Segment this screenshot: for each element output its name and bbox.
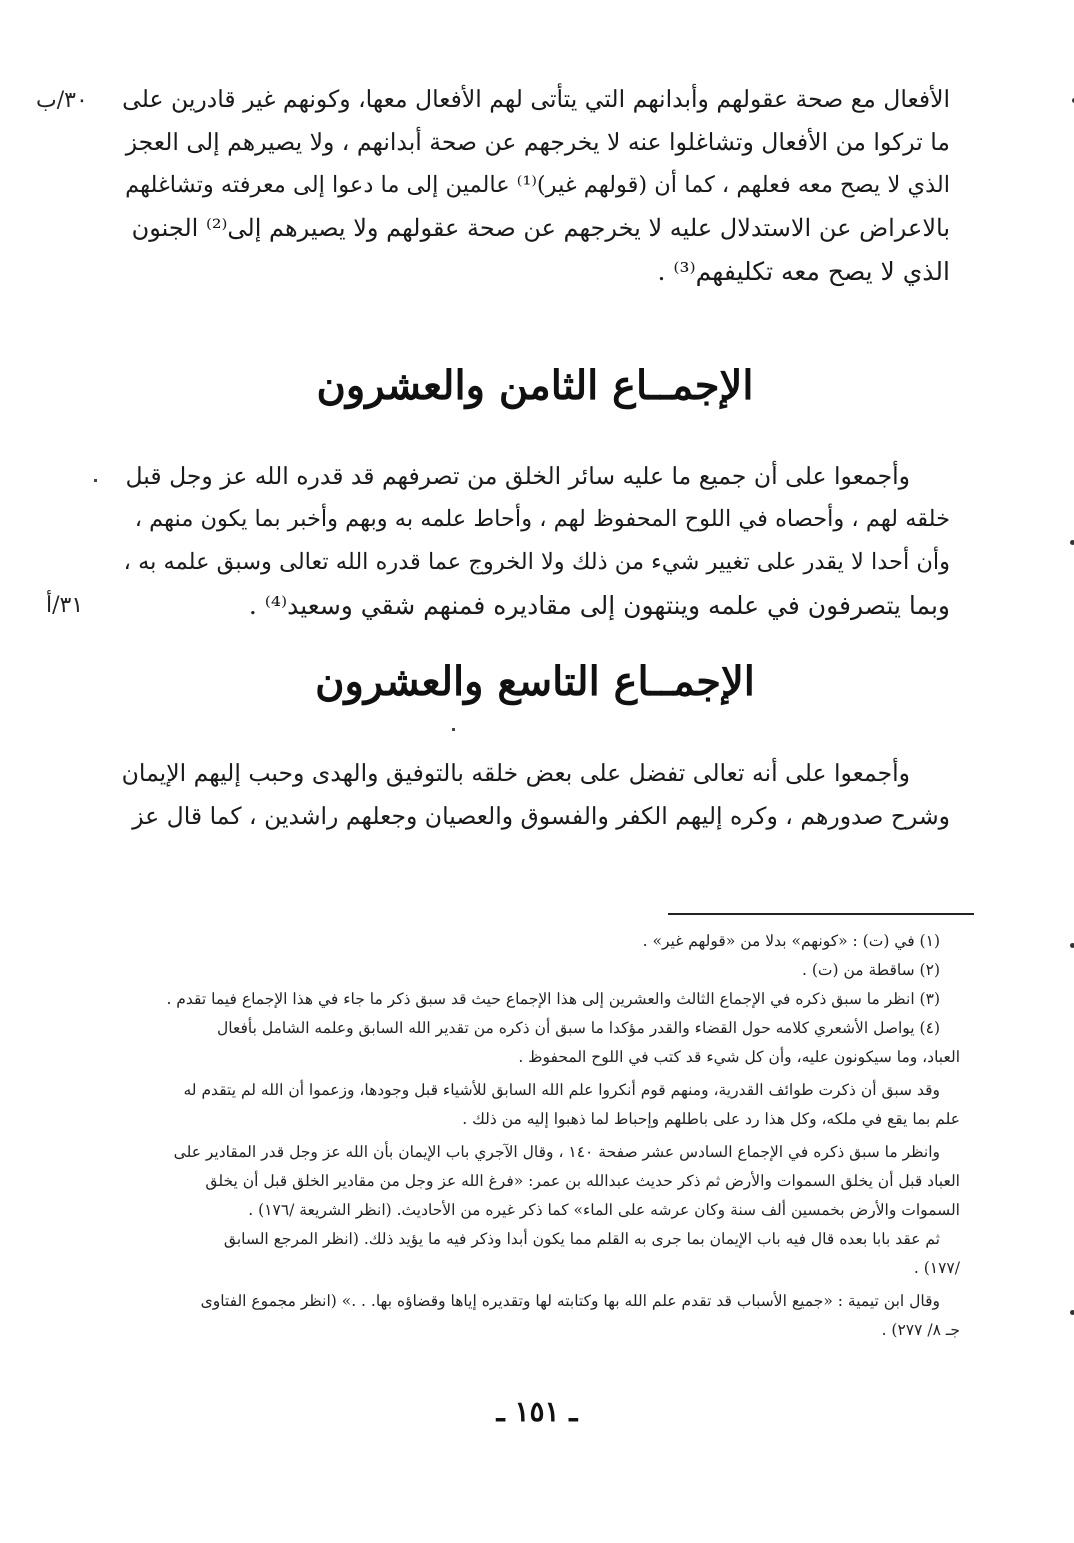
footnote-4: (٤) يواصل الأشعري كلامه حول القضاء والقدر مؤكدا ما سبق أن ذكره من تقدير الله السابق وعلمه الشامل بأفعال [217, 1019, 940, 1037]
margin-dot [94, 479, 97, 482]
text-line: بالاعراض عن الاستدلال عليه لا يخرجهم عن صحة عقولهم ولا يصيرهم إلى⁽²⁾ الجنون [131, 214, 950, 242]
section-heading-28: الإجمــاع الثامن والعشرون [316, 362, 754, 409]
section-heading-29: الإجمــاع التاسع والعشرون [315, 658, 755, 705]
margin-dot [1070, 943, 1074, 948]
footnotes [120, 927, 960, 1345]
footnote-3: (٣) انظر ما سبق ذكره في الإجماع الثالث والعشرين إلى هذا الإجماع حيث قد سبق ذكر ما جاء في هذا الإجماع فيما تقدم . [166, 990, 940, 1008]
text-line: وأن أحدا لا يقدر على تغيير شيء من ذلك ولا الخروج عما قدره الله تعالى وسبق علمه به ، [123, 549, 950, 575]
margin-note-folio-31a: ٣١/أ [46, 593, 84, 618]
footnote-4-line: وانظر ما سبق ذكره في الإجماع السادس عشر صفحة ١٤٠ ، وقال الآجري باب الإيمان بأن الله عز وجل قدر المقادير على [173, 1143, 940, 1161]
text-line: وأجمعوا على أنه تعالى تفضل على بعض خلقه بالتوفيق والهدى وحبب إليهم الإيمان [121, 759, 910, 787]
text-line: وشرح صدورهم ، وكره إليهم الكفر والفسوق والعصيان وجعلهم راشدين ، كما قال عز [132, 802, 950, 830]
text-line: خلقه لهم ، وأحصاه في اللوح المحفوظ لهم ، وأحاط علمه به وبهم وأخبر بما يكون منهم ، [134, 506, 950, 532]
footnote-4-line: وقد سبق أن ذكرت طوائف القدرية، ومنهم قوم أنكروا علم الله السابق للأشياء قبل وجودها، وزعموا أن الله لم يتقدم له [183, 1081, 940, 1099]
page-number: ـ ١٥١ ـ [496, 1395, 578, 1428]
paragraph-consensus-28 [120, 455, 950, 627]
margin-dot [452, 728, 455, 731]
paragraph-continuation [120, 78, 950, 293]
text-line: الذي لا يصح معه تكليفهم⁽³⁾ . [657, 257, 950, 286]
footnote-separator [668, 913, 974, 915]
footnote-4-line: العباد، وما سيكونون عليه، وأن كل شيء قد كتب في اللوح المحفوظ . [518, 1048, 960, 1066]
footnote-2: (٢) ساقطة من (ت) . [801, 961, 940, 979]
text-line: ما تركوا من الأفعال وتشاغلوا عنه لا يخرجهم عن صحة أبدانهم ، ولا يصيرهم إلى العجز [125, 128, 950, 156]
margin-note-folio-30b: ٣٠/ب [36, 88, 88, 113]
footnote-4-line: وقال ابن تيمية : «جميع الأسباب قد تقدم علم الله بها وكتابته لها وتقديره إياها وقضاؤه بها. . .» (انظر مجموع الفتاوى [200, 1292, 940, 1310]
text-line: الذي لا يصح معه فعلهم ، كما أن (قولهم غير)⁽¹⁾ عالمين إلى ما دعوا إلى معرفته وتشاغلهم [125, 172, 950, 198]
text-line: الأفعال مع صحة عقولهم وأبدانهم التي يتأتى لهم الأفعال معها، وكونهم غير قادرين على [122, 85, 950, 113]
text-line: وأجمعوا على أن جميع ما عليه سائر الخلق من تصرفهم قد قدره الله عز وجل قبل [125, 462, 910, 490]
footnote-4-line: علم بما يقع في ملكه، وكل هذا رد على باطلهم وإحباط لما ذهبوا إليه من ذلك . [462, 1110, 960, 1128]
paragraph-consensus-29 [120, 752, 950, 838]
footnote-4-line: العباد قبل أن يخلق السموات والأرض ثم ذكر حديث عبدالله بن عمر: «فرغ الله عز وجل من مقادير الخلق قبل أن يخلق [205, 1172, 960, 1190]
footnote-1: (١) في (ت) : «كونهم» بدلا من «قولهم غير» . [642, 932, 940, 950]
footnote-4-line: ثم عقد بابا بعده قال فيه باب الإيمان بما جرى به القلم مما يكون أبدا وذكر فيه ما يؤيد ذلك. (انظر المرجع السابق [223, 1230, 940, 1248]
margin-dot [1070, 540, 1074, 545]
footnote-4-line: السموات والأرض بخمسين ألف سنة وكان عرشه على الماء» كما ذكر غيره من الأحاديث. (انظر الشريعة /١٧٦) . [248, 1201, 960, 1219]
margin-dot [1070, 1310, 1074, 1315]
text-line: وبما يتصرفون في علمه وينتهون إلى مقاديره فمنهم شقي وسعيد⁽⁴⁾ . [248, 591, 950, 620]
footnote-4-line: جـ ٨/ ٢٧٧) . [881, 1321, 960, 1339]
footnote-4-line: /١٧٧) . [913, 1259, 960, 1277]
